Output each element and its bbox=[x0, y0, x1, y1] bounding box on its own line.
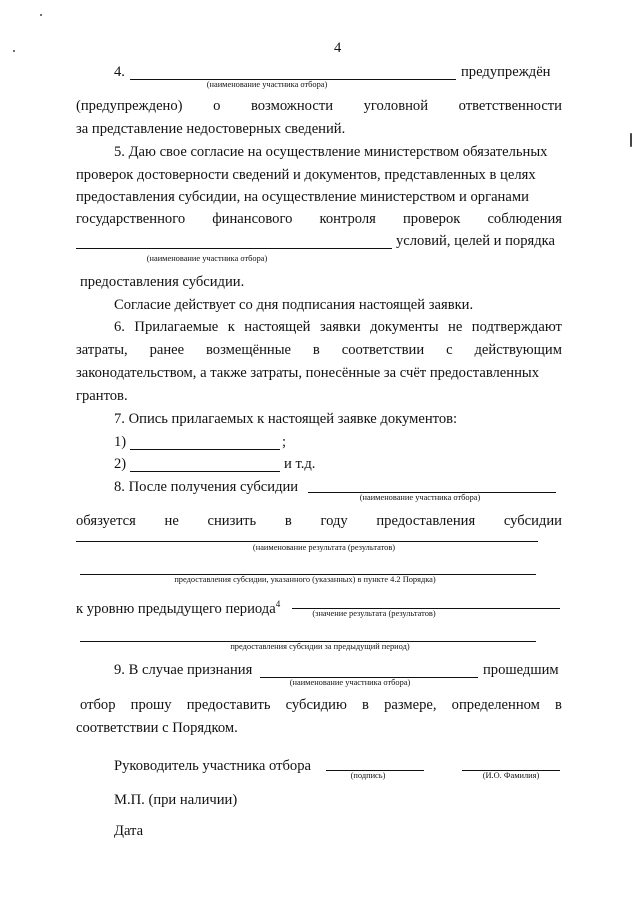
item6-line3: законодательством, а также затраты, понесённые за счёт предоставленных bbox=[76, 365, 540, 381]
word: не bbox=[448, 319, 463, 335]
word: к bbox=[227, 319, 235, 335]
word: в bbox=[555, 697, 562, 713]
stamp-label: М.П. (при наличии) bbox=[114, 792, 238, 808]
word: затраты, bbox=[76, 342, 128, 358]
item4-line2 bbox=[76, 98, 562, 115]
item8-line2 bbox=[76, 513, 562, 530]
scan-speck bbox=[40, 14, 42, 16]
item9-end: прошедшим bbox=[483, 662, 559, 678]
word: году bbox=[320, 513, 348, 529]
item5-line3: предоставления субсидии, на осуществление министерством и органами bbox=[76, 189, 529, 205]
item6-line2 bbox=[76, 342, 562, 359]
consent-text: Согласие действует со дня подписания настоящей заявки. bbox=[114, 297, 474, 313]
document-entry-2-number: 2) bbox=[114, 456, 127, 472]
participant-name-caption: (наименование участника отбора) bbox=[289, 678, 411, 687]
word: предоставления bbox=[376, 513, 476, 529]
page-number: 4 bbox=[334, 40, 342, 56]
footnote-mark: 4 bbox=[275, 599, 281, 609]
previous-period-label: к уровню предыдущего периода bbox=[76, 600, 276, 617]
word: ранее bbox=[149, 342, 185, 358]
word: размере, bbox=[384, 697, 437, 713]
item4-number: 4. bbox=[114, 64, 125, 80]
word: обязуется bbox=[76, 513, 136, 529]
word: с bbox=[446, 342, 453, 358]
date-label: Дата bbox=[114, 823, 144, 839]
word: действующим bbox=[474, 342, 562, 358]
word: соответствии bbox=[341, 342, 425, 358]
word: в bbox=[362, 697, 369, 713]
word: соблюдения bbox=[487, 211, 562, 227]
word: 6. bbox=[114, 319, 125, 335]
result-name-line bbox=[76, 541, 538, 542]
document-entry-2-line bbox=[130, 471, 280, 472]
word: проверок bbox=[402, 211, 461, 227]
word: подтверждают bbox=[471, 319, 562, 335]
item4-line3: за представление недостоверных сведений. bbox=[76, 121, 346, 137]
item5-line4 bbox=[76, 211, 562, 228]
participant-name-caption: (наименование участника отбора) bbox=[359, 493, 481, 502]
word: финансового bbox=[212, 211, 293, 227]
item9-line2 bbox=[80, 697, 562, 714]
previous-period-text bbox=[76, 596, 280, 618]
word: отбор bbox=[80, 697, 116, 713]
word: субсидии bbox=[503, 513, 562, 529]
word: государственного bbox=[76, 211, 186, 227]
word: о bbox=[213, 98, 221, 114]
document-entry-2-end: и т.д. bbox=[284, 456, 316, 472]
word: в bbox=[284, 513, 292, 529]
word: контроля bbox=[319, 211, 376, 227]
word: заявки bbox=[319, 319, 361, 335]
word: уголовной bbox=[363, 98, 429, 114]
document-entry-1-end: ; bbox=[282, 434, 287, 450]
word: в bbox=[312, 342, 320, 358]
signature-head-label: Руководитель участника отбора bbox=[114, 758, 311, 774]
word: не bbox=[164, 513, 179, 529]
scan-speck bbox=[630, 133, 632, 147]
result-value-caption: (значение результата (результатов) bbox=[312, 609, 436, 618]
item6-line4: грантов. bbox=[76, 388, 128, 404]
item6-line1 bbox=[114, 319, 562, 336]
full-name-caption: (И.О. Фамилия) bbox=[482, 771, 540, 780]
item5-line1: 5. Даю свое согласие на осуществление министерством обязательных bbox=[114, 144, 548, 160]
word: документы bbox=[370, 319, 439, 335]
participant-name-caption: (наименование участника отбора) bbox=[146, 254, 268, 263]
participant-name-caption: (наименование участника отбора) bbox=[206, 80, 328, 89]
word: ответственности bbox=[458, 98, 562, 114]
result-value-caption-2: предоставления субсидии за предыдущий период) bbox=[230, 642, 410, 651]
document-entry-1-number: 1) bbox=[114, 434, 127, 450]
participant-name-line bbox=[76, 248, 392, 249]
item5-line2: проверок достоверности сведений и документов, представленных в целях bbox=[76, 167, 536, 183]
word: настоящей bbox=[244, 319, 311, 335]
word: возмещённые bbox=[206, 342, 291, 358]
item9-start: 9. В случае признания bbox=[114, 662, 253, 678]
word: субсидию bbox=[285, 697, 347, 713]
item9-line3: соответствии с Порядком. bbox=[76, 720, 238, 736]
item5-line5-end: условий, целей и порядка bbox=[396, 233, 556, 249]
signature-caption: (подпись) bbox=[350, 771, 386, 780]
word: Прилагаемые bbox=[134, 319, 219, 335]
word: определенном bbox=[451, 697, 540, 713]
item4-end: предупреждён bbox=[461, 64, 551, 80]
item8-line1: 8. После получения субсидии bbox=[114, 479, 299, 495]
word: снизить bbox=[207, 513, 257, 529]
word: возможности bbox=[250, 98, 334, 114]
item7-line1: 7. Опись прилагаемых к настоящей заявке документов: bbox=[114, 411, 458, 427]
result-name-caption: (наименование результата (результатов) bbox=[252, 543, 396, 552]
scan-speck bbox=[13, 50, 15, 52]
item5-line6: предоставления субсидии. bbox=[80, 274, 245, 290]
document-entry-1-line bbox=[130, 449, 280, 450]
word: (предупреждено) bbox=[76, 98, 183, 114]
word: предоставить bbox=[186, 697, 271, 713]
word: прошу bbox=[130, 697, 172, 713]
result-name-caption-2: предоставления субсидии, указанного (указанных) в пункте 4.2 Порядка) bbox=[174, 575, 436, 584]
